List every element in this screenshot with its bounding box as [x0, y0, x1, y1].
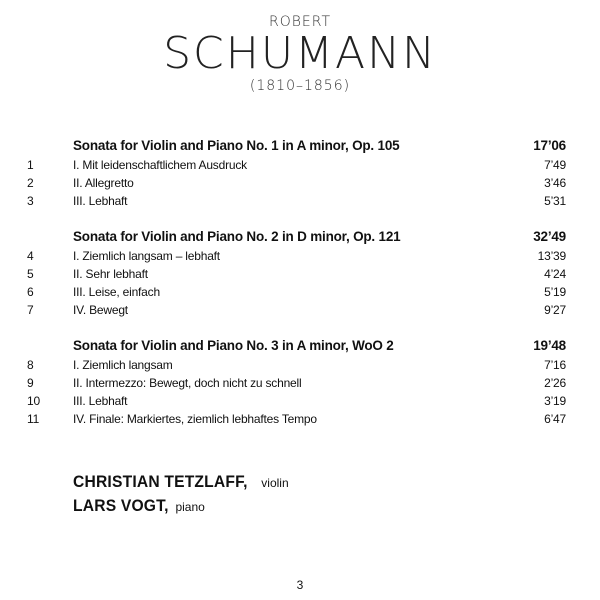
- composer-last-name: SCHUMANN: [163, 28, 437, 79]
- track-duration: 9’27: [544, 303, 566, 317]
- track-row: [0, 392, 600, 410]
- track-title: II. Intermezzo: Bewegt, doch nicht zu schnell: [73, 376, 302, 390]
- track-number: 2: [27, 176, 34, 190]
- track-number: 11: [27, 412, 40, 426]
- performer-instrument: piano: [175, 500, 205, 514]
- track-row: [0, 156, 600, 174]
- track-title: II. Allegretto: [73, 176, 134, 190]
- track-row: [0, 247, 600, 265]
- work-sonata-1: [0, 136, 600, 210]
- work-header: [0, 136, 600, 156]
- composer-first-name: ROBERT: [268, 14, 332, 30]
- track-row: [0, 374, 600, 392]
- track-title: III. Lebhaft: [73, 394, 128, 408]
- track-number: 5: [27, 267, 34, 281]
- track-duration: 3’46: [544, 176, 566, 190]
- track-number: 9: [27, 376, 34, 390]
- track-row: [0, 192, 600, 210]
- track-number: 4: [27, 249, 34, 263]
- track-title: IV. Finale: Markiertes, ziemlich lebhaftes Tempo: [73, 412, 317, 426]
- work-title: Sonata for Violin and Piano No. 1 in A minor, Op. 105: [73, 138, 400, 153]
- work-sonata-3: [0, 336, 600, 428]
- track-row: [0, 301, 600, 319]
- track-duration: 5’31: [544, 194, 566, 208]
- track-duration: 4’24: [544, 267, 566, 281]
- track-duration: 2’26: [544, 376, 566, 390]
- track-row: [0, 265, 600, 283]
- track-number: 1: [27, 158, 34, 172]
- track-duration: 7’49: [544, 158, 566, 172]
- work-title: Sonata for Violin and Piano No. 2 in D minor, Op. 121: [73, 229, 401, 244]
- work-duration: 32’49: [533, 229, 566, 244]
- track-row: [0, 283, 600, 301]
- track-number: 3: [27, 194, 34, 208]
- composer-dates: (1810–1856): [249, 78, 351, 94]
- work-duration: 19’48: [533, 338, 566, 353]
- page-number: 3: [296, 578, 304, 592]
- performers: [73, 470, 289, 518]
- performer-piano: [73, 494, 289, 518]
- track-duration: 6’47: [544, 412, 566, 426]
- track-number: 6: [27, 285, 34, 299]
- work-header: [0, 227, 600, 247]
- track-title: I. Ziemlich langsam – lebhaft: [73, 249, 220, 263]
- track-duration: 13’39: [537, 249, 566, 263]
- track-number: 7: [27, 303, 34, 317]
- performer-name: LARS VOGT,: [73, 496, 169, 515]
- track-title: II. Sehr lebhaft: [73, 267, 148, 281]
- work-title: Sonata for Violin and Piano No. 3 in A minor, WoO 2: [73, 338, 394, 353]
- performer-violin: [73, 470, 289, 494]
- track-number: 8: [27, 358, 34, 372]
- track-number: 10: [27, 394, 40, 408]
- work-sonata-2: [0, 227, 600, 319]
- track-title: III. Lebhaft: [73, 194, 128, 208]
- work-duration: 17’06: [533, 138, 566, 153]
- performer-name: CHRISTIAN TETZLAFF,: [73, 472, 248, 491]
- work-header: [0, 336, 600, 356]
- track-title: IV. Bewegt: [73, 303, 128, 317]
- track-duration: 5’19: [544, 285, 566, 299]
- track-title: I. Mit leidenschaftlichem Ausdruck: [73, 158, 247, 172]
- track-duration: 3’19: [544, 394, 566, 408]
- performer-instrument: violin: [261, 476, 289, 490]
- track-title: I. Ziemlich langsam: [73, 358, 173, 372]
- track-duration: 7’16: [544, 358, 566, 372]
- track-row: [0, 410, 600, 428]
- track-row: [0, 356, 600, 374]
- track-list: [0, 136, 600, 445]
- track-title: III. Leise, einfach: [73, 285, 160, 299]
- track-row: [0, 174, 600, 192]
